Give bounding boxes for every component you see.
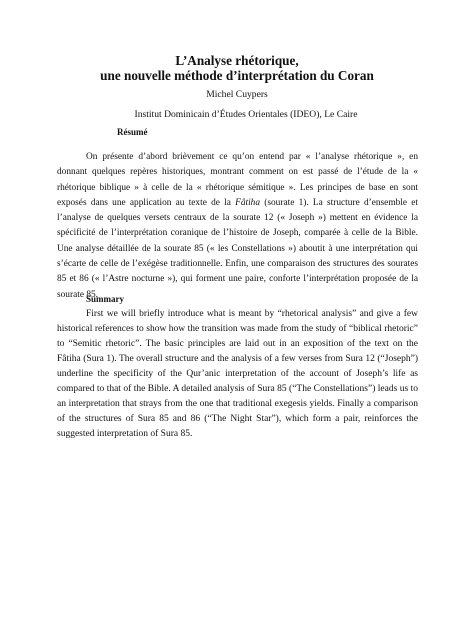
title-line-1: L’Analyse rhétorique,	[175, 53, 299, 68]
title-line-2: une nouvelle méthode d’interprétation du Coran	[100, 67, 374, 83]
summary-paragraph: First we will briefly introduce what is meant by “rhetorical analysis” and give a few historical references to show how the transition was made from the study of “biblical rhetoric” to “Semitic rhetoric”. The basic principles are laid out in an exposition of the text on the Fâtiha (Sura 1). The overall structure and the analysis of a few verses from Sura 12 (“Joseph”) underline the specificity of the Qur’anic interpretation of the account of Joseph’s life as compared to that of the Bible. A detailed analysis of Sura 85 (“The Constellations”) leads us to an interpretation that strays from the one that traditional exegesis yields. Finally a comparison of the structures of Sura 85 and 86 (“The Night Star”), which form a pair, reinforces the suggested interpretation of Sura 85.	[57, 309, 418, 439]
author-name: Michel Cuypers	[206, 89, 268, 100]
resume-heading: Résumé	[117, 127, 148, 137]
summary-heading: Summary	[86, 294, 124, 304]
author-affiliation: Institut Dominicain d’Études Orientales (IDEO), Le Caire	[134, 109, 358, 120]
resume-text-part-1: On présente d’abord brièvement ce qu’on entend par « l’analyse rhétorique », en donnant quelques repères historiques, montrant comment on est passé de l’étude de la « rhétorique biblique » à celle de la « rhétorique sémitique ». Les principes de base en sont exposés dans une application au texte de la	[57, 152, 418, 208]
resume-paragraph	[57, 150, 418, 303]
resume-text-italic: Fâtiha	[235, 197, 261, 208]
resume-text-part-2: (sourate 1). La structure d’ensemble et l’analyse de quelques versets centraux de la sourate 12 (« Joseph ») mettent en évidence la spécificité de l’interprétation coranique de l’histoire de Joseph, comparée à celle de la Bible. Une analyse détaillée de la sourate 85 (« les Constellations ») aboutit à une interprétation qui s’écarte de celle de l’exégèse traditionnelle. Enfin, une comparaison des structures des sourates 85 et 86 (« l’Astre nocturne »), qui forment une paire, conforte l’interprétation proposée de la sourate 85.	[57, 197, 418, 300]
paper-title	[0, 54, 474, 83]
